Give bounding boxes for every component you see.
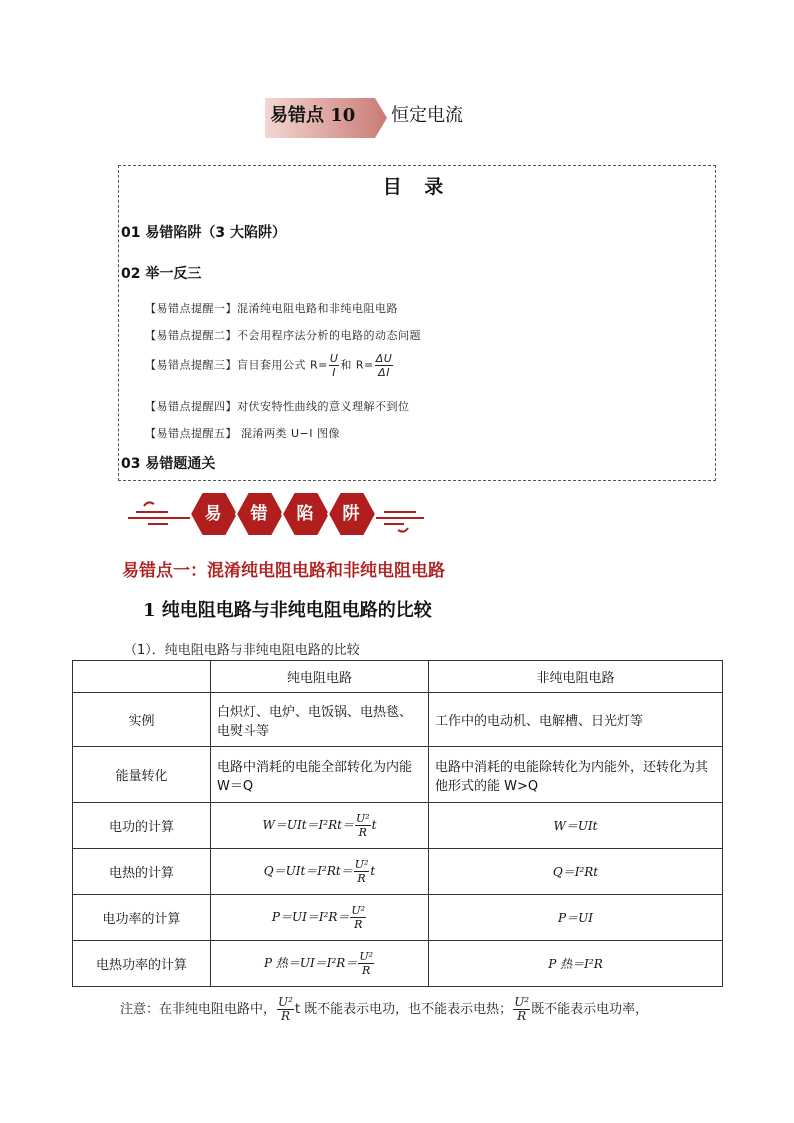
toc-item-4: 【易错点提醒四】对伏安特性曲线的意义理解不到位 [145, 400, 410, 413]
table-cell [73, 661, 211, 693]
formula-u-over-i [329, 352, 340, 379]
header-pure-resistance: 纯电阻电路 [211, 661, 429, 693]
fraction-u2-over-r [277, 996, 294, 1023]
table-row [73, 941, 723, 987]
chapter-title: 恒定电流 [391, 105, 463, 126]
row-label: 电热功率的计算 [73, 941, 211, 987]
row-label: 电热的计算 [73, 849, 211, 895]
row-label: 实例 [73, 693, 211, 747]
fraction-denominator: R [280, 1009, 290, 1023]
note-paragraph [120, 996, 648, 1023]
table-row [73, 803, 723, 849]
toc-section-2: 02 举一反三 [121, 266, 202, 282]
row-label: 电功率的计算 [73, 895, 211, 941]
fraction-numerator: U² [359, 950, 374, 963]
note-text: t 既不能表示电功，也不能表示电热； [294, 1002, 513, 1017]
fraction-numerator: U² [278, 995, 293, 1009]
toc-section-3: 03 易错题通关 [121, 456, 216, 472]
formula-text: t [370, 864, 376, 878]
formula-cell: W＝UIt [429, 803, 723, 849]
formula-text: t [371, 818, 377, 832]
toc-item-3 [145, 352, 394, 379]
fraction-denominator: R [354, 918, 363, 931]
formula-cell: Q＝I²Rt [429, 849, 723, 895]
table-cell: 电路中消耗的电能除转化为内能外，还转化为其他形式的能 W>Q [429, 747, 723, 803]
toc-item-2: 【易错点提醒二】不会用程序法分析的电路的动态问题 [145, 329, 421, 342]
pitfall-banner-decoration [128, 484, 424, 544]
formula-cell [211, 849, 429, 895]
formula-delta-u-over-delta-i [375, 352, 394, 379]
note-text: 既不能表示电功率， [531, 1002, 649, 1017]
table-cell: 电路中消耗的电能全部转化为内能 W＝Q [211, 747, 429, 803]
fraction-u2-over-r [513, 996, 530, 1023]
toc-item-1: 【易错点提醒一】混淆纯电阻电路和非纯电阻电路 [145, 302, 398, 315]
formula-cell: P＝UI [429, 895, 723, 941]
fraction-numerator: U² [354, 858, 369, 871]
formula-cell [211, 941, 429, 987]
pitfall-1-subtitle: 易错点一：混淆纯电阻电路和非纯电阻电路 [122, 561, 445, 581]
table-of-contents [118, 165, 716, 481]
banner-char-4: 阱 [342, 504, 360, 524]
fraction-numerator: U² [514, 995, 530, 1009]
row-label: 能量转化 [73, 747, 211, 803]
comparison-table [72, 660, 723, 987]
table-row [73, 849, 723, 895]
toc-item-5: 【易错点提醒五】 混淆两类 U−I 图像 [145, 427, 341, 440]
fraction-denominator: R [362, 964, 371, 977]
table-row [73, 895, 723, 941]
banner-char-1: 易 [204, 504, 222, 524]
header-nonpure-resistance: 非纯电阻电路 [429, 661, 723, 693]
fraction-denominator: R [357, 872, 366, 885]
formula-cell: P 热＝I²R [429, 941, 723, 987]
fraction-denominator: R [517, 1009, 527, 1023]
toc-item-3-prefix: 【易错点提醒三】盲目套用公式 R= [145, 358, 328, 372]
fraction-numerator: U [329, 352, 339, 365]
toc-item-3-mid: 和 R= [340, 358, 374, 372]
fraction-denominator: R [358, 826, 367, 839]
section-subheading: （1）．纯电阻电路与非纯电阻电路的比较 [124, 643, 360, 658]
toc-heading: 目 录 [382, 176, 452, 198]
table-cell: 白炽灯、电炉、电饭锅、电热毯、电熨斗等 [211, 693, 429, 747]
fraction-denominator: ΔI [378, 366, 390, 379]
table-row [73, 693, 723, 747]
formula-text: Q＝UIt＝I²Rt＝ [263, 864, 353, 878]
banner-char-3: 陷 [296, 504, 314, 524]
fraction-u2-over-r [350, 904, 366, 931]
toc-section-1: 01 易错陷阱（3 大陷阱） [121, 225, 286, 241]
fraction-denominator: I [332, 366, 337, 379]
note-text: 注意：在非纯电阻电路中， [120, 1002, 277, 1017]
fraction-numerator: U² [351, 904, 366, 917]
formula-text: P 热＝UI＝I²R＝ [263, 956, 358, 970]
fraction-numerator: U² [355, 812, 370, 825]
fraction-numerator: ΔU [375, 352, 393, 365]
banner-char-2: 错 [250, 504, 268, 524]
row-label: 电功的计算 [73, 803, 211, 849]
fraction-u2-over-r [355, 812, 371, 839]
section-heading: 1 纯电阻电路与非纯电阻电路的比较 [143, 600, 432, 621]
fraction-u2-over-r [358, 950, 374, 977]
formula-cell [211, 803, 429, 849]
formula-text: P＝UI＝I²R＝ [271, 910, 350, 924]
chapter-tag-label: 易错点 10 [270, 105, 356, 126]
table-header-row [73, 661, 723, 693]
formula-text: W＝UIt＝I²Rt＝ [262, 818, 354, 832]
table-row [73, 747, 723, 803]
table-cell: 工作中的电动机、电解槽、日光灯等 [429, 693, 723, 747]
formula-cell [211, 895, 429, 941]
fraction-u2-over-r [354, 858, 370, 885]
